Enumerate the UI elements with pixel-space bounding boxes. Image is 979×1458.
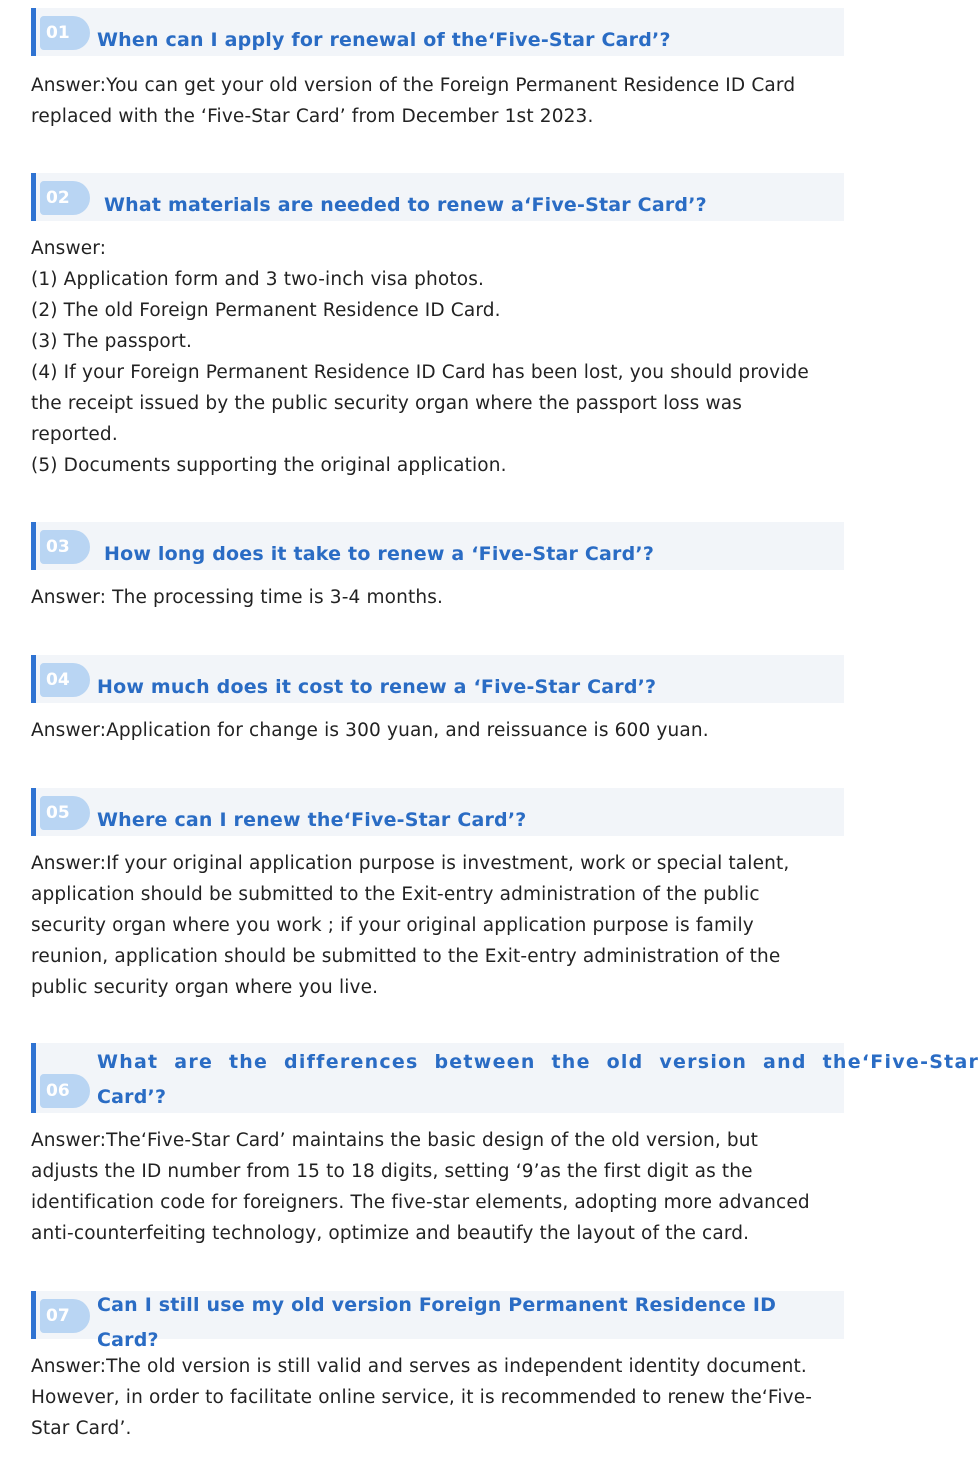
question-header bbox=[31, 1043, 979, 1113]
number-badge: 07 bbox=[40, 1299, 90, 1333]
answer-text: Answer: (1) Application form and 3 two-inch visa photos. (2) The old Foreign Permanent Residence ID Card. (3) The passport. (4) If your Foreign Permanent Residence ID Card has been lost, you should provide the receipt issued by the public security organ where the passport loss was reported. (5) Documents supporting the original application. bbox=[31, 238, 809, 476]
faq-item-02 bbox=[31, 173, 844, 481]
question-header bbox=[31, 788, 844, 836]
number-badge: 06 bbox=[40, 1074, 90, 1108]
answer-text: Answer:You can get your old version of the Foreign Permanent Residence ID Card replaced with the ‘Five-Star Card’ from December 1st 2023. bbox=[31, 75, 796, 127]
faq-item-07 bbox=[31, 1291, 844, 1444]
answer-text: Answer:The old version is still valid and serves as independent identity document. However, in order to facilitate online service, it is recommended to renew the‘Five- Star Card’. bbox=[31, 1356, 813, 1439]
number-badge: 02 bbox=[40, 181, 90, 215]
question-line-1: What are the differences between the old version and the‘Five-Star bbox=[97, 1051, 979, 1073]
question-text: Can I still use my old version Foreign Permanent Residence ID Card? bbox=[97, 1294, 777, 1351]
answer-text: Answer:Application for change is 300 yuan, and reissuance is 600 yuan. bbox=[31, 720, 709, 741]
question-header bbox=[31, 522, 844, 570]
number-badge: 01 bbox=[40, 16, 90, 50]
question-header bbox=[31, 8, 844, 56]
question-text: How much does it cost to renew a ‘Five-Star Card’? bbox=[97, 675, 657, 698]
number-badge: 04 bbox=[40, 663, 90, 697]
question-text: How long does it take to renew a ‘Five-Star Card’? bbox=[104, 542, 655, 565]
faq-item-05 bbox=[31, 788, 844, 1003]
question-text bbox=[97, 1045, 979, 1115]
faq-item-01 bbox=[31, 8, 844, 132]
number-badge: 05 bbox=[40, 796, 90, 830]
question-text: What materials are needed to renew a‘Five-Star Card’? bbox=[104, 193, 707, 216]
question-header bbox=[31, 173, 844, 221]
answer-text: Answer:If your original application purpose is investment, work or special talent, application should be submitted to the Exit-entry administration of the public security organ where you work ; if your original application purpose is family reunion, application should be submitted to the Exit-entry administration of the public security organ where you live. bbox=[31, 853, 790, 998]
number-badge: 03 bbox=[40, 530, 90, 564]
faq-item-04 bbox=[31, 655, 844, 746]
question-header bbox=[31, 1291, 844, 1351]
question-line-2: Card’? bbox=[97, 1086, 167, 1108]
answer-text: Answer:The‘Five-Star Card’ maintains the basic design of the old version, but adjusts the ID number from 15 to 18 digits, setting ‘9’as the first digit as the identification code for foreigners. The five-star elements, adopting more advanced anti-counterfeiting technology, optimize and beautify the layout of the card. bbox=[31, 1130, 810, 1244]
faq-item-03 bbox=[31, 522, 844, 613]
question-text: Where can I renew the‘Five-Star Card’? bbox=[97, 808, 527, 831]
faq-item-06 bbox=[31, 1043, 979, 1249]
question-text: When can I apply for renewal of the‘Five-Star Card’? bbox=[97, 28, 671, 51]
answer-text: Answer: The processing time is 3-4 months. bbox=[31, 587, 444, 608]
question-header bbox=[31, 655, 844, 703]
